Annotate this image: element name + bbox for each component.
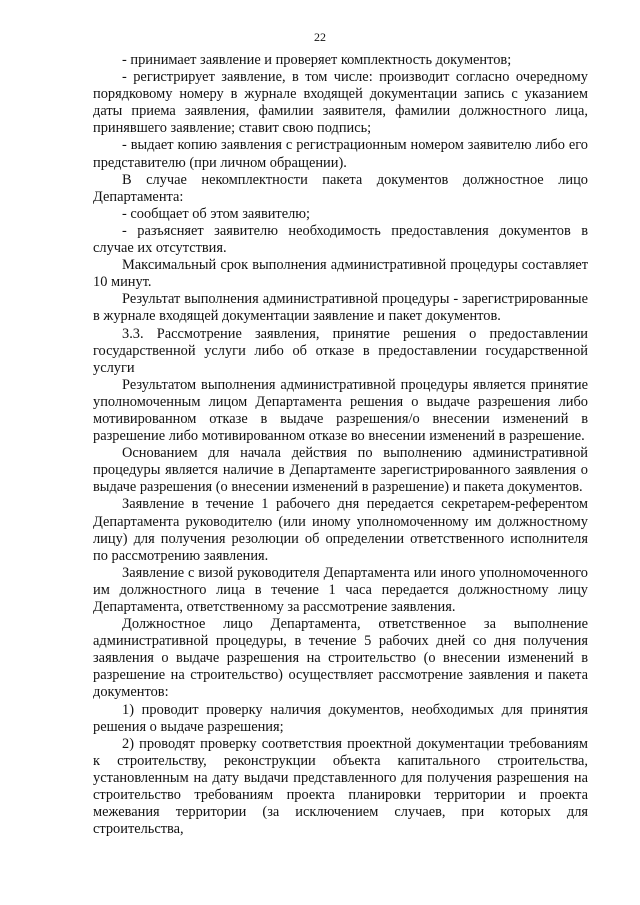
paragraph: Результат выполнения административной процедуры - зарегистрированные в журнале входящей документации заявление и пакет документов. <box>93 291 588 325</box>
paragraph: Основанием для начала действия по выполнению административной процедуры является наличие в Департаменте зарегистрированного заявления о выдаче разрешения (о внесении изменений в разрешение) и пакета документов. <box>93 445 588 496</box>
paragraph: Должностное лицо Департамента, ответственное за выполнение административной процедуры, в течение 5 рабочих дней со дня получения заявления о выдаче разрешения на строительство (о внесении изменений в разрешение на строительство) осуществляет рассмотрение заявления и пакета документов: <box>93 616 588 701</box>
paragraph: Заявление с визой руководителя Департамента или иного уполномоченного им должностного лица в течение 1 часа передается должностному лицу Департамента, ответственному за рассмотрение заявления. <box>93 564 588 615</box>
paragraph: - принимает заявление и проверяет комплектность документов; <box>122 52 512 68</box>
list-item: 2) проводят проверку соответствия проектной документации требованиям к строительству, реконструкции объекта капитального строительства, установленным на дату выдачи представленного для получения разрешения на строительство требованиям проекта планировки территории и проекта межевания территории (за исключением случаев, при которых для строительства, <box>93 735 588 838</box>
paragraph: - сообщает об этом заявителю; <box>122 205 311 222</box>
list-item: 1) проводит проверку наличия документов, необходимых для принятия решения о выдаче разрешения; <box>93 701 588 735</box>
paragraph: В случае некомплектности пакета документов должностное лицо Департамента: <box>93 171 588 205</box>
paragraph: - выдает копию заявления с регистрационным номером заявителю либо его представителю (при личном обращении). <box>93 137 588 171</box>
paragraph: - разъясняет заявителю необходимость предоставления документов в случае их отсутствия. <box>93 222 588 257</box>
paragraph: Результатом выполнения административной процедуры является принятие уполномоченным лицом Департамента решения о выдаче разрешения либо мотивированном отказе в выдаче разрешения/о внесении изменений в разрешение либо мотивированном отказе во внесении изменений в разрешение. <box>93 376 588 445</box>
paragraph: Заявление в течение 1 рабочего дня передается секретарем-референтом Департамента руководителю (или иному уполномоченному им должностному лицу) для получения резолюции об определении ответственного исполнителя по рассмотрению заявления. <box>93 496 588 564</box>
document-body <box>93 52 588 838</box>
section-heading: 3.3. Рассмотрение заявления, принятие решения о предоставлении государственной услуги либо об отказе в предоставлении государственной услуги <box>93 325 588 376</box>
paragraph: Максимальный срок выполнения административной процедуры составляет 10 минут. <box>93 257 588 291</box>
paragraph: - регистрирует заявление, в том числе: производит согласно очередному порядковому номеру в журнале входящей документации запись с указанием даты приема заявления, фамилии заявителя, фамилии должностного лица, принявшего заявление; ставит свою подпись; <box>93 69 588 137</box>
page-number: 22 <box>314 30 326 44</box>
